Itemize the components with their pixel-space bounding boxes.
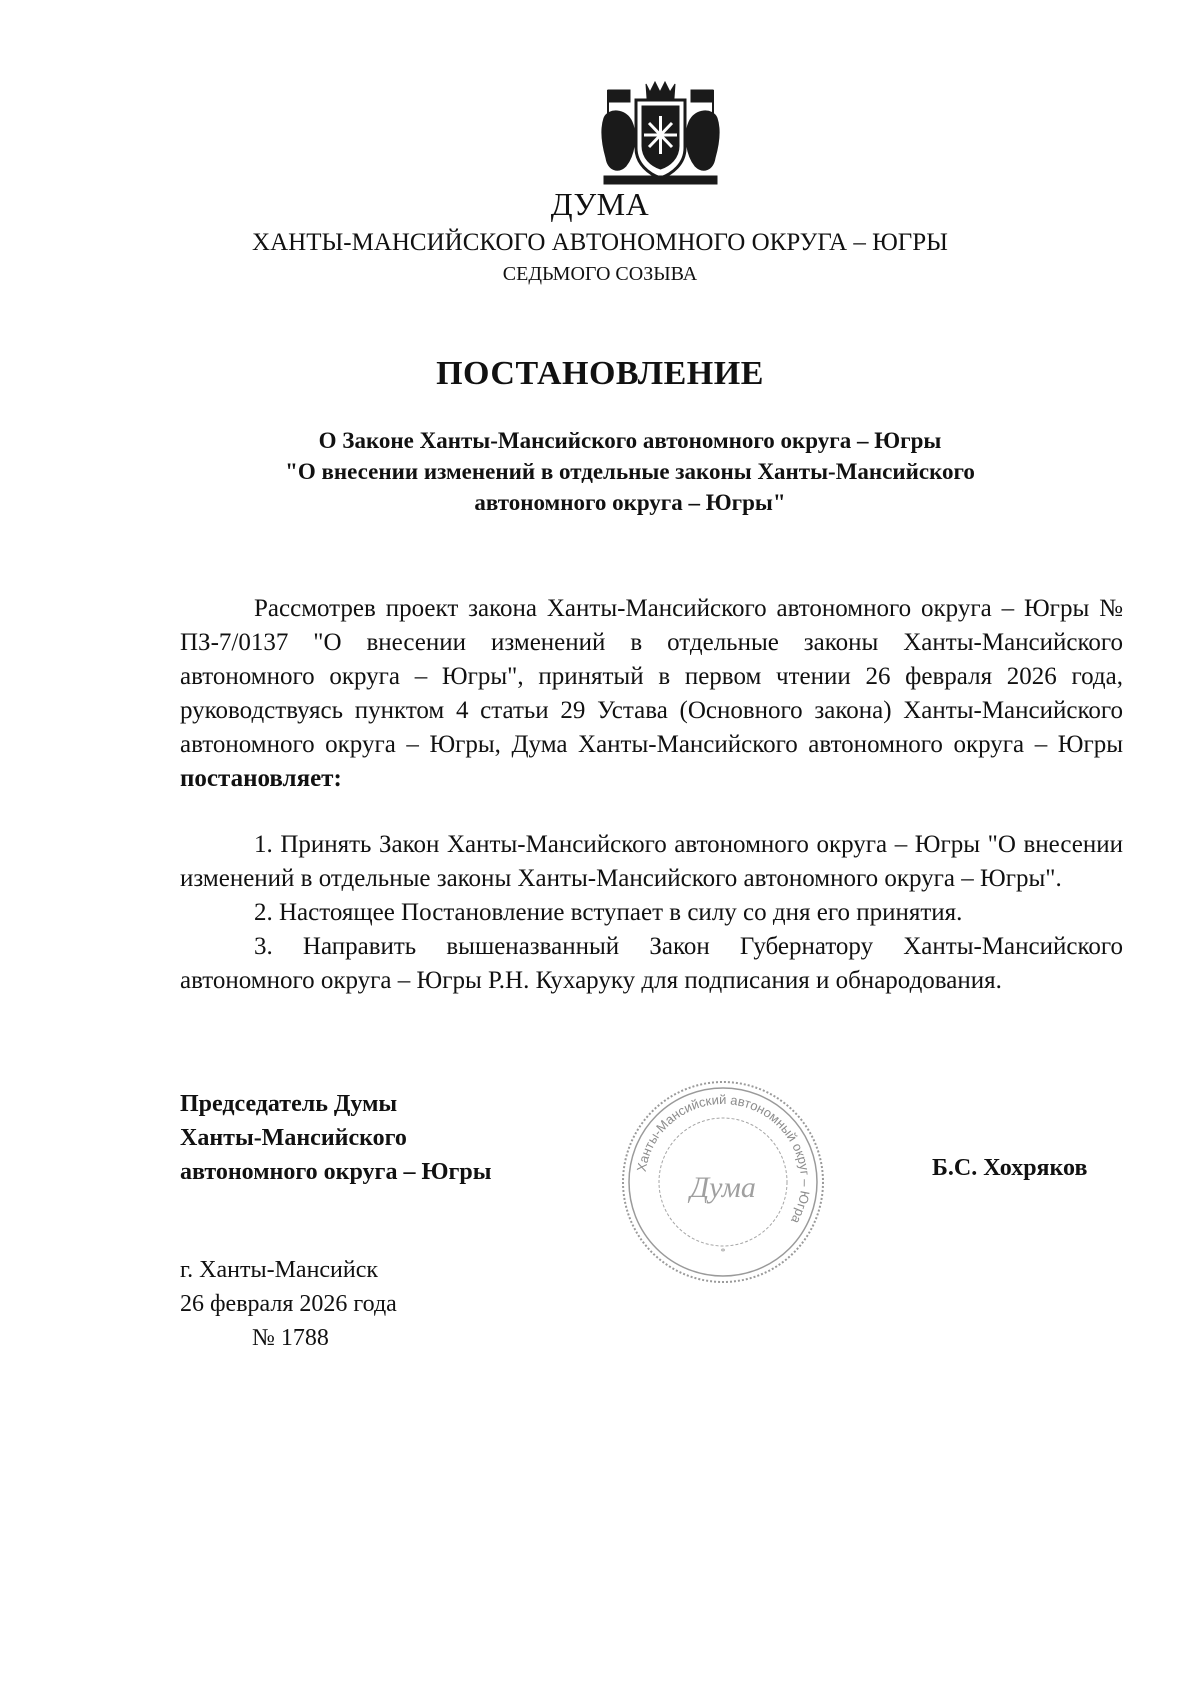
convocation-heading: СЕДЬМОГО СОЗЫВА bbox=[502, 263, 698, 285]
svg-text:*: * bbox=[720, 1247, 726, 1258]
city: г. Ханты-Мансийск bbox=[180, 1257, 379, 1283]
resolution-item: 1. Принять Закон Ханты-Мансийского автономного округа – Югры "О внесении изменений в отдельные законы Ханты-Мансийского автономного округа – Югры". bbox=[180, 831, 1123, 892]
coat-of-arms-icon bbox=[598, 78, 723, 188]
preamble-paragraph bbox=[180, 592, 1123, 796]
signatory-title-line: Ханты-Мансийского bbox=[180, 1125, 407, 1151]
signatory-name: Б.С. Хохряков bbox=[932, 1155, 1088, 1181]
resolution-item: 3. Направить вышеназванный Закон Губернатору Ханты-Мансийского автономного округа – Югры Р.Н. Кухаруку для подписания и обнародования. bbox=[180, 933, 1123, 994]
subject-line: О Законе Ханты-Мансийского автономного округа – Югры bbox=[318, 428, 942, 453]
subject-line: "О внесении изменений в отдельные законы Ханты-Мансийского bbox=[285, 459, 975, 484]
signatory-title bbox=[180, 1087, 491, 1189]
signatory-title-line: автономного округа – Югры bbox=[180, 1159, 492, 1185]
document-date: 26 февраля 2026 года bbox=[180, 1291, 397, 1317]
region-heading: ХАНТЫ-МАНСИЙСКОГО АВТОНОМНОГО ОКРУГА – ЮГРЫ bbox=[252, 229, 948, 256]
resolution-items bbox=[180, 828, 1123, 998]
preamble-text: Рассмотрев проект закона Ханты-Мансийского автономного округа – Югры № ПЗ-7/0137 "О внесении изменений в отдельные законы Ханты-Мансийского автономного округа – Югры", принятый в первом чтении 26 февраля 2026 года, руководствуясь пунктом 4 статьи 29 Устава (Основного закона) Ханты-Мансийского автономного округа – Югры, Дума Ханты-Мансийского автономного округа – Югры bbox=[180, 595, 1123, 758]
resolution-item: 2. Настоящее Постановление вступает в силу со дня его принятия. bbox=[254, 899, 963, 926]
seal-center-text: Дума bbox=[690, 1171, 756, 1204]
document-subject bbox=[200, 425, 1060, 518]
place-date-block bbox=[180, 1253, 397, 1355]
signatory-title-line: Председатель Думы bbox=[180, 1091, 398, 1117]
duma-heading: ДУМА bbox=[550, 186, 650, 222]
seal-ring-text: Ханты-Мансийский автономный округ – Югра bbox=[633, 1091, 814, 1227]
preamble-emphasis: постановляет: bbox=[180, 765, 342, 792]
subject-line: автономного округа – Югры" bbox=[474, 490, 786, 515]
official-seal-icon bbox=[618, 1077, 828, 1287]
document-type-title: ПОСТАНОВЛЕНИЕ bbox=[436, 355, 764, 392]
document-number: № 1788 bbox=[252, 1325, 329, 1351]
